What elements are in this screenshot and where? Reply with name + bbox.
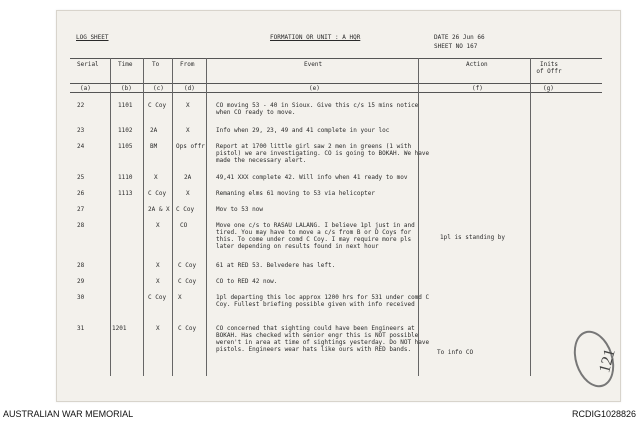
col-letter: (a) [80, 85, 91, 92]
table-top-rule [70, 58, 602, 59]
col-header-from: From [180, 61, 195, 68]
col-letter: (b) [121, 85, 132, 92]
record-id: RCDIG1028826 [571, 409, 636, 419]
col-divider [143, 58, 144, 376]
letters-rule [70, 92, 602, 93]
col-letter: (f) [472, 85, 483, 92]
col-divider [206, 58, 207, 376]
col-header-event: Event [304, 61, 323, 68]
col-letter: (c) [153, 85, 164, 92]
col-divider [172, 58, 173, 376]
col-header-time: Time [118, 61, 133, 68]
date-label: DATE 26 Jun 66 [434, 34, 485, 41]
col-header-action: Action [466, 61, 488, 68]
col-header-serial: Serial [77, 61, 99, 68]
folio-number: 121 [596, 347, 619, 375]
col-header-initials: Inits of Offr [536, 61, 562, 75]
col-letter: (e) [309, 85, 320, 92]
sheet-number: SHEET NO 167 [434, 43, 478, 50]
header-rule [70, 83, 602, 84]
col-letter: (d) [184, 85, 195, 92]
formation-label: FORMATION OR UNIT : A HQR [270, 34, 361, 41]
col-header-to: To [152, 61, 160, 68]
col-divider [530, 58, 531, 376]
col-letter: (g) [543, 85, 554, 92]
archive-credit: AUSTRALIAN WAR MEMORIAL [3, 409, 134, 419]
log-sheet-label: LOG SHEET [76, 34, 109, 41]
col-divider [110, 58, 111, 376]
